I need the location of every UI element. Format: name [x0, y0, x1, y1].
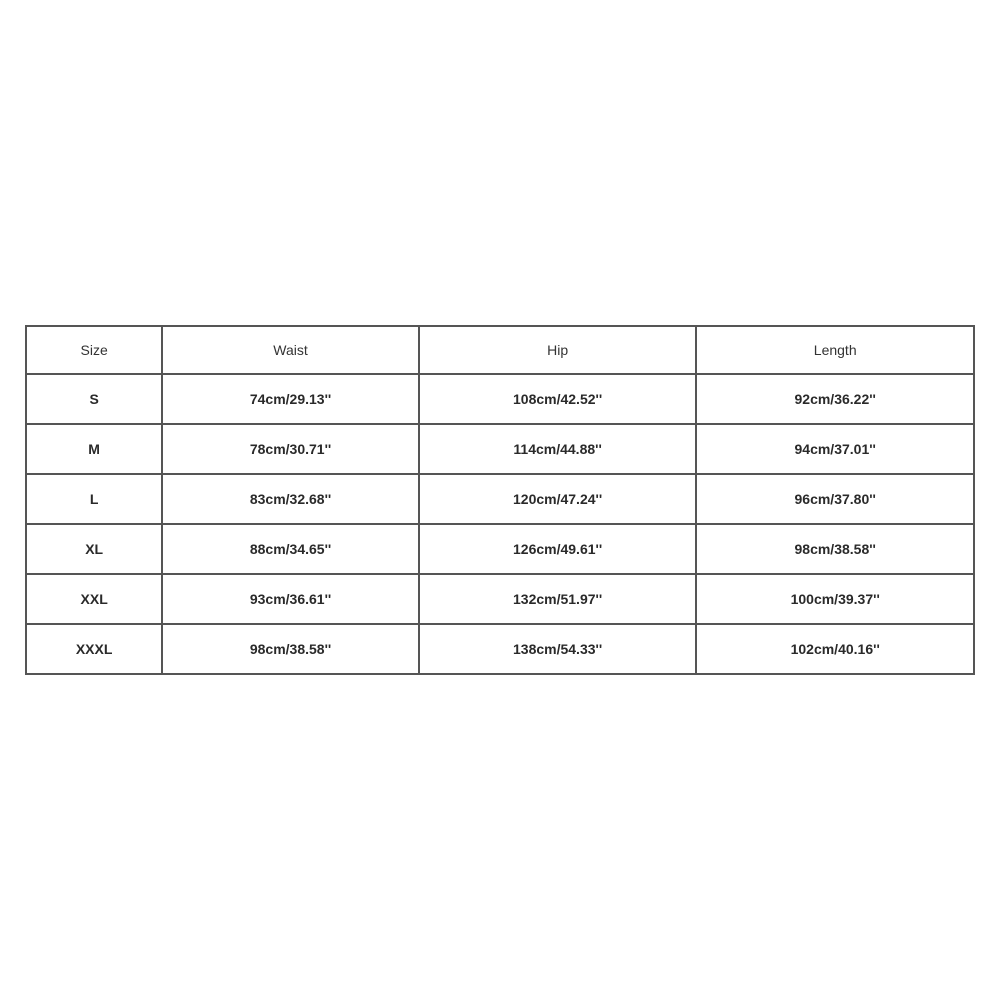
table-row	[26, 424, 974, 474]
cell-hip: 126cm/49.61''	[419, 524, 697, 574]
cell-length: 92cm/36.22''	[696, 374, 974, 424]
cell-size: XXL	[26, 574, 162, 624]
header-length: Length	[696, 326, 974, 374]
header-size: Size	[26, 326, 162, 374]
table-row	[26, 574, 974, 624]
table-row	[26, 524, 974, 574]
table-row	[26, 374, 974, 424]
cell-length: 102cm/40.16''	[696, 624, 974, 674]
cell-length: 94cm/37.01''	[696, 424, 974, 474]
cell-waist: 83cm/32.68''	[162, 474, 419, 524]
cell-length: 100cm/39.37''	[696, 574, 974, 624]
cell-size: XXXL	[26, 624, 162, 674]
cell-hip: 120cm/47.24''	[419, 474, 697, 524]
cell-hip: 138cm/54.33''	[419, 624, 697, 674]
cell-waist: 88cm/34.65''	[162, 524, 419, 574]
header-hip: Hip	[419, 326, 697, 374]
cell-size: XL	[26, 524, 162, 574]
table-row	[26, 474, 974, 524]
table-header-row	[26, 326, 974, 374]
cell-length: 98cm/38.58''	[696, 524, 974, 574]
cell-size: S	[26, 374, 162, 424]
cell-hip: 132cm/51.97''	[419, 574, 697, 624]
cell-waist: 98cm/38.58''	[162, 624, 419, 674]
table-row	[26, 624, 974, 674]
cell-waist: 74cm/29.13''	[162, 374, 419, 424]
cell-size: L	[26, 474, 162, 524]
header-waist: Waist	[162, 326, 419, 374]
size-chart-table	[25, 325, 975, 675]
cell-hip: 114cm/44.88''	[419, 424, 697, 474]
cell-hip: 108cm/42.52''	[419, 374, 697, 424]
cell-waist: 93cm/36.61''	[162, 574, 419, 624]
cell-waist: 78cm/30.71''	[162, 424, 419, 474]
cell-length: 96cm/37.80''	[696, 474, 974, 524]
cell-size: M	[26, 424, 162, 474]
